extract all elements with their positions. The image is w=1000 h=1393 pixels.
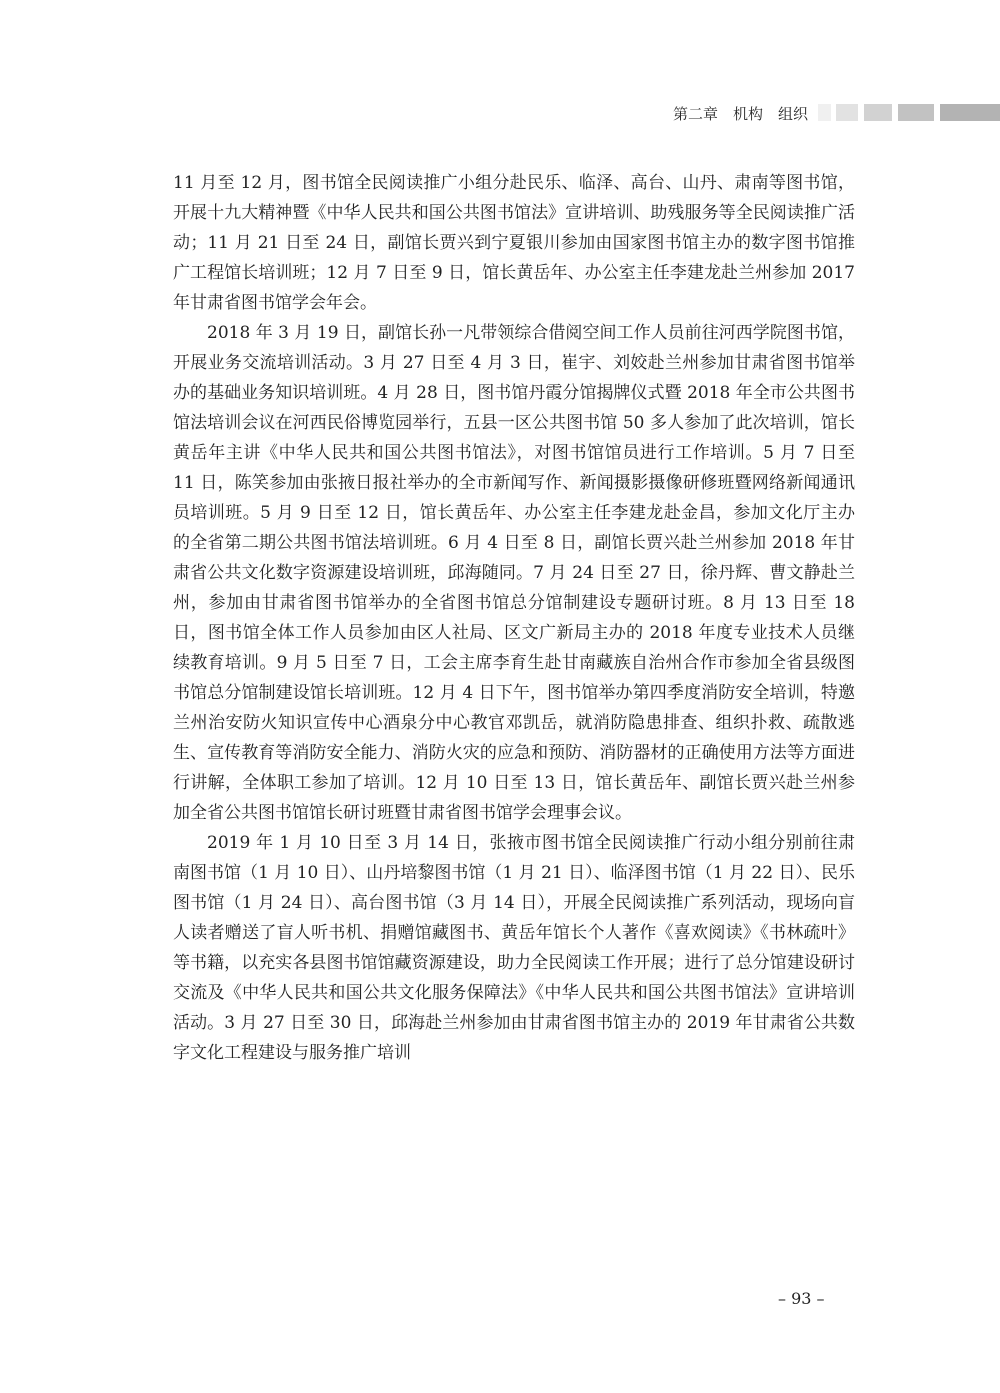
header-bar-1 [818,104,831,121]
header-bar-4 [898,104,934,121]
paragraph-3: 2019 年 1 月 10 日至 3 月 14 日，张掖市图书馆全民阅读推广行动小组分别前往肃南图书馆（1 月 10 日）、山丹培黎图书馆（1 月 21 日）、临泽图书馆（1 月 22 日）、民乐图书馆（1 月 24 日）、高台图书馆（3 月 14 日），开展全民阅读推广系列活动，现场向盲人读者赠送了盲人听书机、捐赠馆藏图书、黄岳年馆长个人著作《喜欢阅读》《书林疏叶》等书籍，以充实各县图书馆馆藏资源建设，助力全民阅读工作开展；进行了总分馆建设研讨交流及《中华人民共和国公共文化服务保障法》《中华人民共和国公共图书馆法》宣讲培训活动。3 月 27 日至 30 日，邱海赴兰州参加由甘肃省图书馆主办的 2019 年甘肃省公共数字文化工程建设与服务推广培训 [173,833,855,1063]
paragraph-2: 2018 年 3 月 19 日，副馆长孙一凡带领综合借阅空间工作人员前往河西学院图书馆，开展业务交流培训活动。3 月 27 日至 4 月 3 日，崔宇、刘姣赴兰州参加甘肃省图书馆举办的基础业务知识培训班。4 月 28 日，图书馆丹霞分馆揭牌仪式暨 2018 年全市公共图书馆法培训会议在河西民俗博览园举行，五县一区公共图书馆 50 多人参加了此次培训，馆长黄岳年主讲《中华人民共和国公共图书馆法》，对图书馆馆员进行工作培训。5 月 7 日至 11 日，陈笑参加由张掖日报社举办的全市新闻写作、新闻摄影摄像研修班暨网络新闻通讯员培训班。5 月 9 日至 12 日，馆长黄岳年、办公室主任李建龙赴金昌，参加文化厅主办的全省第二期公共图书馆法培训班。6 月 4 日至 8 日，副馆长贾兴赴兰州参加 2018 年甘肃省公共文化数字资源建设培训班，邱海随同。7 月 24 日至 27 日，徐丹辉、曹文静赴兰州，参加由甘肃省图书馆举办的全省图书馆总分馆制建设专题研讨班。8 月 13 日至 18 日，图书馆全体工作人员参加由区人社局、区文广新局主办的 2018 年度专业技术人员继续教育培训。9 月 5 日至 7 日，工会主席李育生赴甘南藏族自治州合作市参加全省县级图书馆总分馆制建设馆长培训班。12 月 4 日下午，图书馆举办第四季度消防安全培训，特邀兰州治安防火知识宣传中心酒泉分中心教官邓凯岳，就消防隐患排查、组织扑救、疏散逃生、宣传教育等消防安全能力、消防火灾的应急和预防、消防器材的正确使用方法等方面进行讲解，全体职工参加了培训。12 月 10 日至 13 日，馆长黄岳年、副馆长贾兴赴兰州参加全省公共图书馆馆长研讨班暨甘肃省图书馆学会理事会议。 [173,323,855,823]
chapter-title: 第二章 机构 组织 [673,105,809,123]
page-number: – 93 – [778,1289,825,1308]
body-text [173,168,855,1068]
header-bar-2 [836,104,858,121]
paragraph-1: 11 月至 12 月，图书馆全民阅读推广小组分赴民乐、临泽、高台、山丹、肃南等图书馆，开展十九大精神暨《中华人民共和国公共图书馆法》宣讲培训、助残服务等全民阅读推广活动；11 月 21 日至 24 日，副馆长贾兴到宁夏银川参加由国家图书馆主办的数字图书馆推广工程馆长培训班；12 月 7 日至 9 日，馆长黄岳年、办公室主任李建龙赴兰州参加 2017 年甘肃省图书馆学会年会。 [173,173,855,313]
running-header [0,102,1000,126]
header-bar-3 [864,104,892,121]
header-bar-5 [940,104,1000,121]
